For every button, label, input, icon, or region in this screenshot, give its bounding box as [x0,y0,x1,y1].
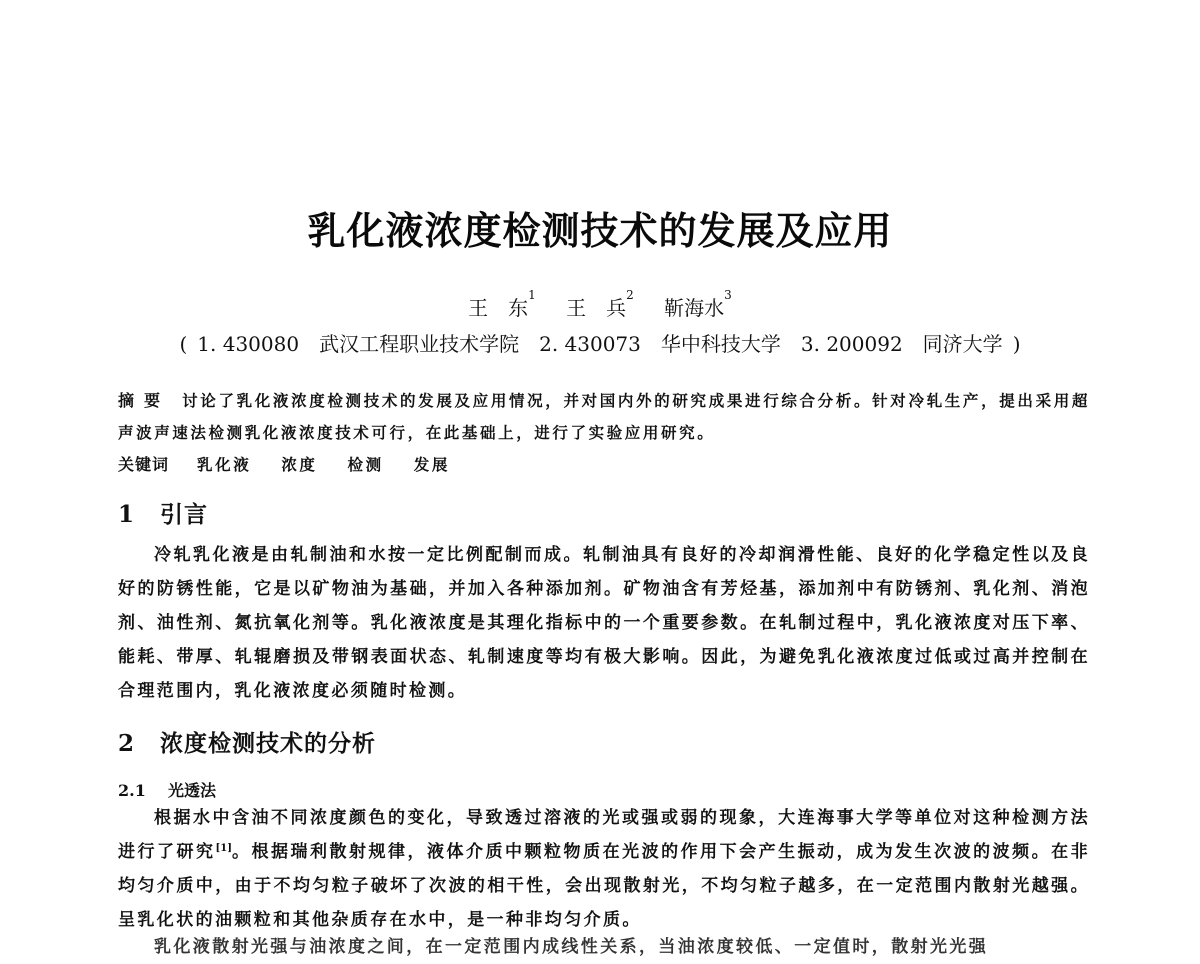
abstract [118,385,1090,449]
subsection-number: 2.1 [118,781,146,800]
section-paragraph: 冷轧乳化液是由轧制油和水按一定比例配制而成。轧制油具有良好的冷却润滑性能、良好的化学稳定性以及良好的防锈性能，它是以矿物油为基础，并加入各种添加剂。矿物油含有芳烃基，添加剂中有防锈剂、乳化剂、消泡剂、油性剂、氮抗氧化剂等。乳化液浓度是其理化指标中的一个重要参数。在轧制过程中，乳化液浓度对压下率、能耗、带厚、轧辊磨损及带钢表面状态、轧制速度等均有极大影响。因此，为避免乳化液浓度过低或过高并控制在合理范围内，乳化液浓度必须随时检测。 [118,545,1090,701]
affiliation-marker: 1 [528,288,536,302]
affiliation: 3. 200092 同济大学 [800,332,1003,356]
keyword: 浓度 [281,456,318,474]
keyword: 发展 [413,456,450,474]
section-number: 2 [118,730,136,757]
affiliation: 1. 430080 武汉工程职业技术学院 [197,332,520,356]
clipped-paragraph: 乳化液散射光强与油浓度之间，在一定范围内成线性关系，当油浓度较低、一定值时，散射光光强 [154,937,989,957]
abstract-text: 讨论了乳化液浓度检测技术的发展及应用情况，并对国内外的研究成果进行综合分析。针对冷轧生产，提出采用超声波声速法检测乳化液浓度技术可行，在此基础上，进行了实验应用研究。 [118,392,1090,442]
section-title: 引言 [160,502,208,528]
author: 王 东$^1$ [468,288,536,320]
affiliations: ( 1. 430080 武汉工程职业技术学院 2. 430073 华中科技大学 3. 200092 同济大学 ) [179,332,1021,356]
subsection-heading [118,778,1090,801]
keyword: 检测 [347,456,384,474]
author: 王 兵$^2$ [566,288,634,320]
abstract-label: 摘要 [118,391,171,410]
author: 靳海水$^3$ [664,288,732,320]
affiliation: 2. 430073 华中科技大学 [539,332,781,356]
author-list [0,288,1200,321]
section-heading [118,496,1090,529]
subsection-paragraph: 根据水中含油不同浓度颜色的变化，导致透过溶液的光或强或弱的现象，大连海事大学等单位对这种检测方法进行了研究[1]。根据瑞利散射规律，液体介质中颗粒物质在光波的作用下会产生振动，成为发生次波的波频。在非均匀介质中，由于不均匀粒子破坏了次波的相干性，会出现散射光，不均匀粒子越多，在一定范围内散射光越强。呈乳化状的油颗粒和其他杂质存在水中，是一种非均匀介质。 [118,808,1090,930]
section-heading [118,725,1090,758]
affiliation-marker: 3 [724,288,732,302]
section-number: 1 [118,501,136,528]
citation-reference[interactable]: [1] [215,843,232,854]
paper-title: 乳化液浓度检测技术的发展及应用 [307,209,893,253]
section-title: 浓度检测技术的分析 [160,731,376,757]
keywords [118,449,1090,481]
keywords-label: 关键词 [118,455,170,474]
subsection-title: 光透法 [168,781,217,800]
keyword: 乳化液 [197,456,252,474]
affiliation-marker: 2 [626,288,634,302]
